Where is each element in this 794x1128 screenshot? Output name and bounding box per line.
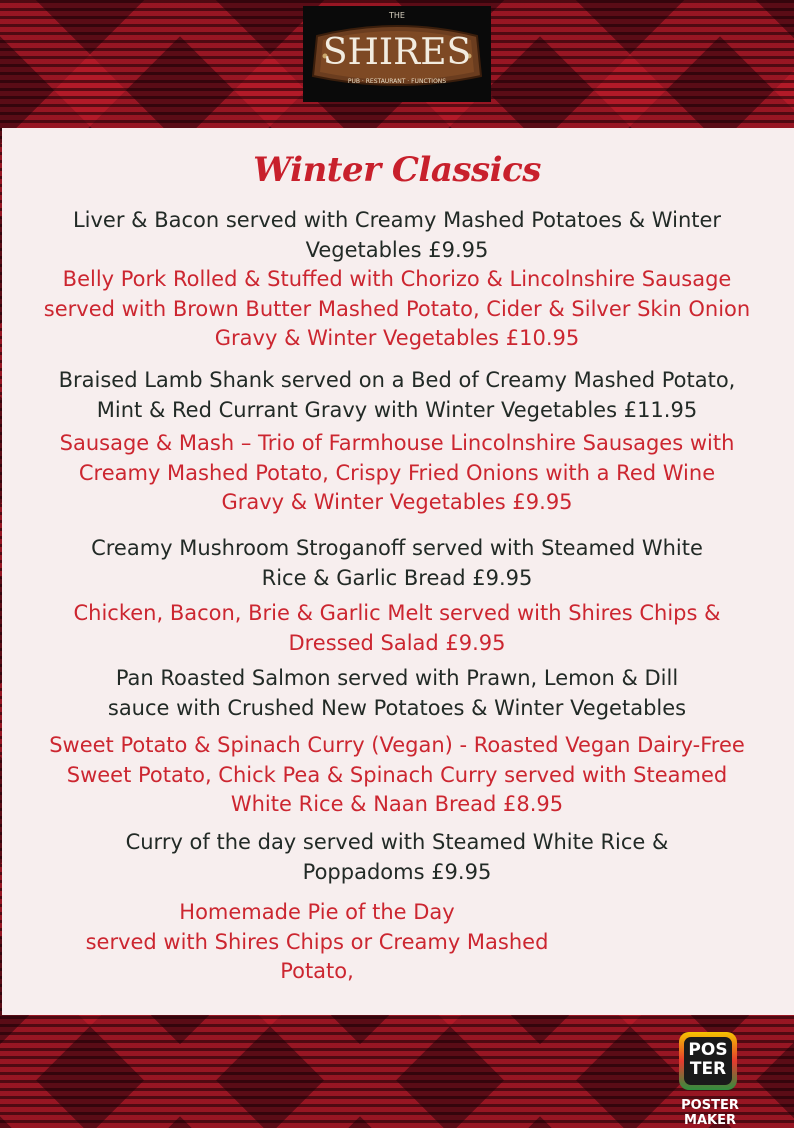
- menu-item-liver-bacon: Liver & Bacon served with Creamy Mashed Potatoes & Winter Vegetables £9.95: [72, 208, 722, 262]
- logo-name: SHIRES: [322, 32, 472, 73]
- menu-item-sausage-mash: Sausage & Mash – Trio of Farmhouse Lincolnshire Sausages with Creamy Mashed Potato, Crispy Fried Onions with a Red Wine Gravy & Winter Vegetables £9.95: [59, 431, 735, 514]
- shires-logo: [303, 6, 491, 102]
- menu-item-mushroom-stroganoff: Creamy Mushroom Stroganoff served with Steamed White Rice & Garlic Bread £9.95: [91, 536, 703, 590]
- menu-item-homemade-pie: Homemade Pie of the Day served with Shires Chips or Creamy Mashed Potato,: [85, 900, 549, 983]
- badge-icon-line2: TER: [689, 1059, 727, 1079]
- menu-title: Winter Classics: [253, 150, 541, 190]
- menu-item-salmon: Pan Roasted Salmon served with Prawn, Lemon & Dill sauce with Crushed New Potatoes & Winter Vegetables: [107, 666, 687, 720]
- badge-icon-line1: POS: [688, 1040, 728, 1060]
- menu-item-curry-of-day: Curry of the day served with Steamed White Rice & Poppadoms £9.95: [125, 830, 669, 884]
- menu-item-chicken-melt: Chicken, Bacon, Brie & Garlic Melt served with Shires Chips & Dressed Salad £9.95: [73, 601, 721, 655]
- menu-item-belly-pork: Belly Pork Rolled & Stuffed with Chorizo & Lincolnshire Sausage served with Brown Butter Mashed Potato, Cider & Silver Skin Onion Gravy & Winter Vegetables £10.95: [43, 267, 751, 350]
- menu-item-sweet-potato-curry: Sweet Potato & Spinach Curry (Vegan) - Roasted Vegan Dairy-Free Sweet Potato, Chick Pea & Spinach Curry served with Steamed White Rice & Naan Bread £8.95: [49, 733, 745, 816]
- poster-maker-label: POSTER MAKER: [681, 1098, 739, 1128]
- logo-tagline: PUB · RESTAURANT · FUNCTIONS: [347, 78, 447, 85]
- menu-item-lamb-shank: Braised Lamb Shank served on a Bed of Creamy Mashed Potato, Mint & Red Currant Gravy with Winter Vegetables £11.95: [58, 368, 736, 422]
- poster-maker-badge: [660, 1030, 760, 1128]
- poster-maker-icon: [679, 1032, 737, 1090]
- logo-small-text: THE: [389, 11, 405, 20]
